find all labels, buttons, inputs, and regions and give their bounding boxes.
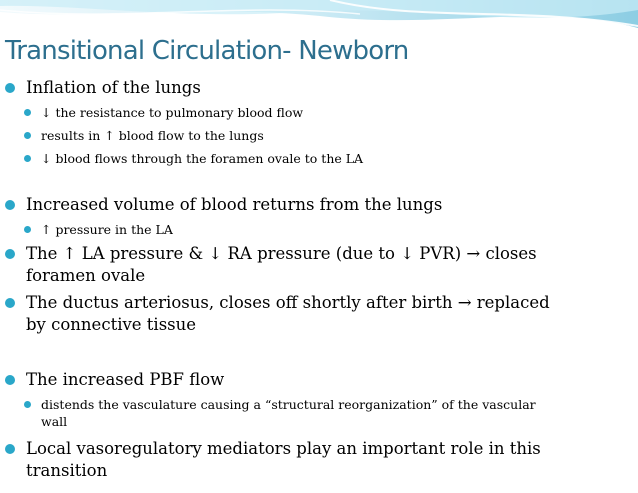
bullet-text: The ductus arteriosus, closes off shortly after birth → replaced bbox=[26, 293, 550, 312]
sub-bullet-la-pressure bbox=[24, 221, 173, 238]
bullet-vasoregulatory bbox=[5, 438, 541, 482]
bullet-text: distends the vasculature causing a “structural reorganization” of the vascular bbox=[41, 397, 536, 412]
bullet-text: Local vasoregulatory mediators play an important role in this bbox=[26, 439, 541, 458]
bullet-pbf-flow bbox=[5, 369, 224, 391]
bullet-text-continued: foramen ovale bbox=[26, 266, 146, 285]
bullet-text: Increased volume of blood returns from the lungs bbox=[26, 195, 443, 214]
bullet-icon bbox=[24, 155, 31, 162]
bullet-icon bbox=[24, 401, 31, 408]
bullet-icon bbox=[5, 83, 15, 93]
bullet-la-ra-pressure bbox=[5, 243, 537, 287]
bullet-icon bbox=[5, 249, 15, 259]
sub-bullet-foramen bbox=[24, 150, 363, 167]
bullet-text: ↑ pressure in the LA bbox=[41, 222, 173, 237]
bullet-text: The ↑ LA pressure & ↓ RA pressure (due to ↓ PVR) → closes bbox=[26, 244, 537, 263]
sub-bullet-resistance bbox=[24, 104, 303, 121]
bullet-text-continued: by connective tissue bbox=[26, 315, 197, 334]
bullet-ductus bbox=[5, 292, 550, 336]
bullet-icon bbox=[24, 132, 31, 139]
bullet-text: ↓ blood flows through the foramen ovale to the LA bbox=[41, 151, 364, 166]
bullet-text-continued: wall bbox=[41, 414, 68, 429]
slide-title: Transitional Circulation- Newborn bbox=[5, 36, 409, 66]
bullet-icon bbox=[24, 109, 31, 116]
sub-bullet-blood-flow bbox=[24, 127, 264, 144]
bullet-icon bbox=[5, 375, 15, 385]
bullet-inflation bbox=[5, 77, 201, 99]
bullet-icon bbox=[24, 226, 31, 233]
bullet-increased-volume bbox=[5, 194, 442, 216]
bullet-icon bbox=[5, 200, 15, 210]
bullet-text-continued: transition bbox=[26, 461, 108, 480]
bullet-icon bbox=[5, 444, 15, 454]
bullet-text: ↓ the resistance to pulmonary blood flow bbox=[41, 105, 304, 120]
decorative-wave-banner bbox=[0, 0, 638, 34]
bullet-text: The increased PBF flow bbox=[26, 370, 225, 389]
sub-bullet-distends bbox=[24, 396, 536, 430]
bullet-text: Inflation of the lungs bbox=[26, 78, 201, 97]
bullet-icon bbox=[5, 298, 15, 308]
bullet-text: results in ↑ blood flow to the lungs bbox=[41, 128, 264, 143]
